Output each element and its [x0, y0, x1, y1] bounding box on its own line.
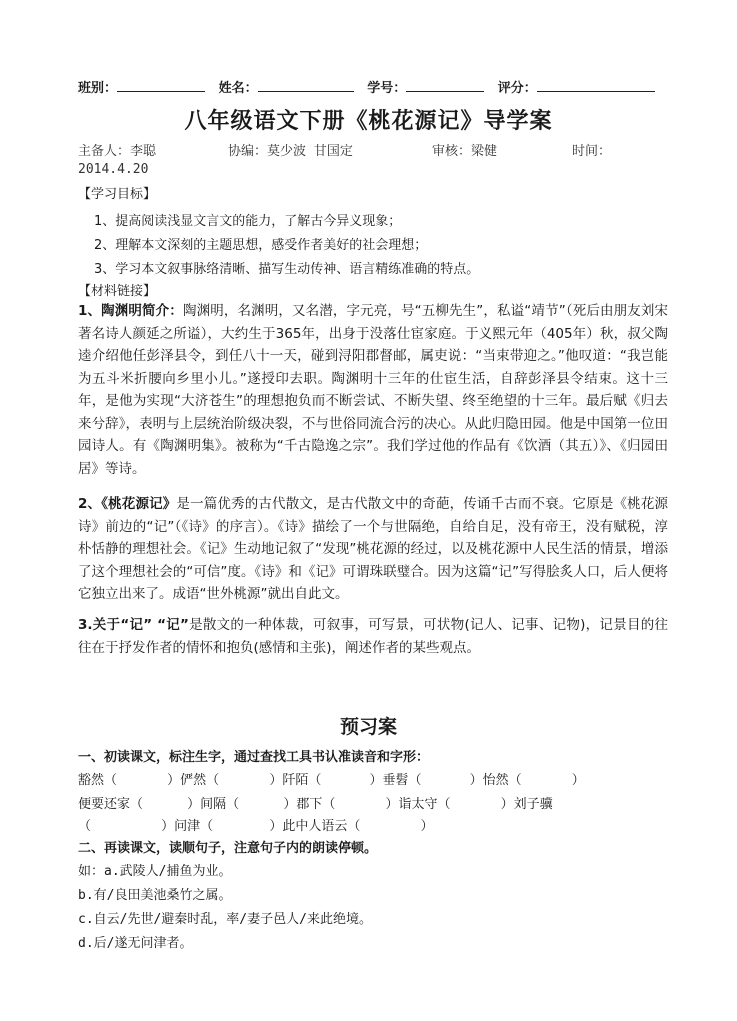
id-field[interactable]	[406, 79, 484, 92]
word-item: ）郡下（	[283, 797, 336, 812]
paragraph-peach-blossom	[78, 493, 668, 606]
example-line: c.自云/先世/避秦时乱，率/妻子邑人/来此绝境。	[78, 912, 372, 927]
word-item: ）诣太守（	[385, 797, 451, 812]
word-item: ）此中人语云（	[269, 819, 361, 834]
word-row	[78, 769, 585, 788]
objective-item: 2、理解本文深刻的主题思想，感受作者美好的社会理想；	[94, 238, 428, 253]
objectives-heading: 【学习目标】	[78, 187, 157, 202]
word-item: ）	[420, 819, 434, 834]
paragraph-lead: 1、陶渊明简介：	[78, 303, 183, 319]
name-label: 姓名：	[218, 81, 258, 96]
example-line: 如：a.武陵人/捕鱼为业。	[78, 864, 232, 879]
score-field[interactable]	[537, 79, 655, 92]
objective-item: 1、提高阅读浅显文言文的能力，了解古今异义现象；	[94, 214, 402, 229]
time-label: 时间：	[572, 144, 612, 159]
materials-heading: 【材料链接】	[78, 284, 157, 299]
class-field[interactable]	[117, 79, 205, 92]
word-item: （	[78, 819, 92, 834]
paragraph-lead: 2、《桃花源记》	[78, 496, 177, 512]
score-label: 评分：	[497, 81, 537, 96]
example-line: d.后/遂无问津者。	[78, 936, 193, 951]
word-item: ）怡然（	[469, 773, 522, 788]
word-row	[78, 815, 433, 834]
word-item: ）	[571, 773, 585, 788]
paragraph-body: 是散文的一种体裁，可叙事，可写景，可状物(记人、记事、记物)，记景目的往往在于抒发作者的情怀和抱负(感情和主张)，阐述作者的某些观点。	[78, 617, 668, 656]
date: 2014.4.20	[78, 162, 149, 177]
name-field[interactable]	[258, 79, 354, 92]
page-title: 八年级语文下册《桃花源记》导学案	[184, 109, 553, 134]
word-item: ）阡陌（	[269, 773, 322, 788]
preparer: 主备人：李聪	[78, 144, 157, 159]
id-label: 学号：	[367, 81, 407, 96]
word-item: ）问津（	[161, 819, 214, 834]
assist-editors: 协编：莫少波 甘国定	[228, 144, 353, 159]
paragraph-about-ji	[78, 614, 668, 659]
example-line: b.有/良田美池桑竹之属。	[78, 888, 232, 903]
student-info-line	[78, 77, 655, 96]
reviewer: 审核：梁健	[432, 144, 498, 159]
question-1: 一、初读课文，标注生字，通过查找工具书认准读音和字形：	[78, 750, 430, 765]
objective-item: 3、学习本文叙事脉络清晰、描写生动传神、语言精练准确的特点。	[94, 262, 480, 277]
paragraph-body: 是一篇优秀的古代散文，是古代散文中的奇葩，传诵千古而不衰。它原是《桃花源诗》前边的“记”（《诗》的序言）。《诗》描绘了一个与世隔绝，自给自足，没有帝王，没有赋税，淳朴恬静的理想社会。《记》生动地记叙了“发现”桃花源的经过，以及桃花源中人民生活的情景，增添了这个理想社会的“可信”度。《诗》和《记》可谓珠联璧合。因为这篇“记”写得脍炙人口，后人便将它独立出来了。成语“世外桃源”就出自此文。	[78, 496, 668, 602]
paragraph-body: 陶渊明，名渊明，又名潜，字元亮，号“五柳先生”，私谥“靖节”（死后由朋友刘宋著名诗人颜延之所谥），大约生于365年，出身于没落仕宦家庭。于义熙元年（405年）秋，叔父陶逵介绍他任彭泽县令，到任八十一天，碰到浔阳郡督邮，属吏说：“当束带迎之。”他叹道：“我岂能为五斗米折腰向乡里小儿。”遂授印去职。陶渊明十三年的仕宦生活，自辞彭泽县令结束。这十三年，是他为实现“大济苍生”的理想抱负而不断尝试、不断失望、终至绝望的十三年。最后赋《归去来兮辞》，表明与上层统治阶级决裂，不与世俗同流合污的决心。从此归隐田园。他是中国第一位田园诗人。有《陶渊明集》。被称为“千古隐逸之宗”。我们学过他的作品有《饮酒（其五）》、《归园田居》等诗。	[78, 303, 668, 477]
class-label: 班别：	[78, 81, 118, 96]
paragraph-tao-yuanming	[78, 300, 668, 480]
word-item: ）俨然（	[167, 773, 220, 788]
paragraph-lead: 3.关于“记” “记”	[78, 617, 189, 633]
word-item: ）间隔（	[187, 797, 240, 812]
word-item: 便要还家（	[78, 797, 144, 812]
preview-heading: 预习案	[339, 716, 397, 738]
word-item: 豁然（	[78, 773, 118, 788]
word-row	[78, 793, 553, 812]
question-2: 二、再读课文，读顺句子，注意句子内的朗读停顿。	[78, 841, 378, 856]
word-item: ）刘子骥	[500, 797, 553, 812]
word-item: ）垂髫（	[369, 773, 422, 788]
